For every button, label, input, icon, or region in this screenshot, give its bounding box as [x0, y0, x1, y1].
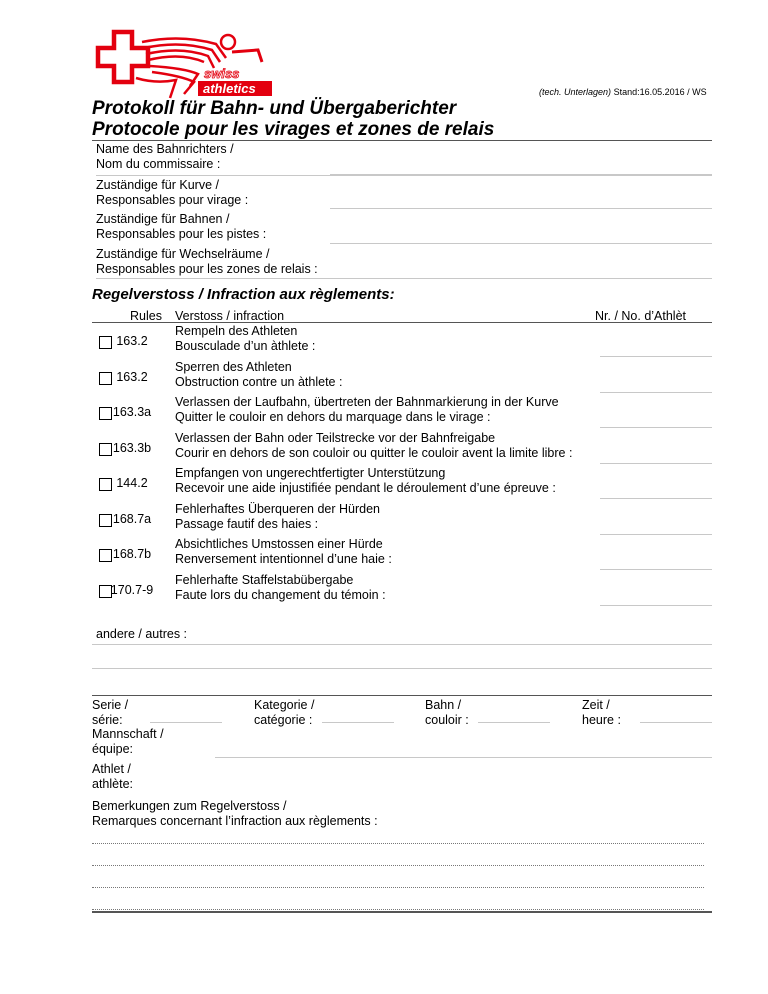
athlete-number-line[interactable] [600, 463, 712, 464]
rule-row [0, 324, 768, 359]
field-kurve-line[interactable] [330, 208, 712, 209]
rule-row [0, 431, 768, 466]
tech-note: (tech. Unterlagen) [539, 87, 612, 97]
rule-number: 163.3a [112, 405, 152, 419]
mannschaft-input[interactable] [215, 757, 712, 758]
rule-number: 170.7-9 [110, 583, 154, 597]
rule-number: 144.2 [116, 476, 148, 490]
rule-row [0, 466, 768, 501]
bahn-input[interactable] [478, 722, 550, 723]
page-title-de: Protokoll für Bahn- und Übergaberichter [92, 98, 457, 119]
athlete-number-line[interactable] [600, 534, 712, 535]
athlete-number-line[interactable] [600, 605, 712, 606]
logo-text-top: swiss [204, 66, 240, 81]
rule-number: 163.2 [116, 334, 148, 348]
page-title-fr: Protocole pour les virages et zones de relais [92, 119, 495, 140]
athlete-number-line[interactable] [600, 392, 712, 393]
field-bahnen-label: Zuständige für Bahnen / Responsables pour les pistes : [96, 212, 267, 241]
rule-row [0, 537, 768, 572]
field-bahnrichter-label: Name des Bahnrichters / Nom du commissaire : [96, 142, 234, 171]
rule-description: Sperren des Athleten Obstruction contre un àthlete : [175, 360, 343, 389]
kategorie-label: Kategorie / catégorie : [254, 698, 315, 727]
remarks-line-4[interactable] [92, 909, 704, 910]
mannschaft-label: Mannschaft / équipe: [92, 727, 164, 756]
rule-description: Verlassen der Laufbahn, übertreten der Bahnmarkierung in der Kurve Quitter le couloir en dehors du marquage dans le virage : [175, 395, 559, 424]
zeit-label: Zeit / heure : [582, 698, 621, 727]
rule-description: Empfangen von ungerechtfertigter Unterstützung Recevoir une aide injustifiée pendant le déroulement d’une épreuve : [175, 466, 556, 495]
column-verstoss: Verstoss / infraction [175, 309, 285, 323]
athlete-number-line[interactable] [600, 569, 712, 570]
rule-description: Verlassen der Bahn oder Teilstrecke vor der Bahnfreigabe Courir en dehors de son couloir ou quitter le couloir avent la limite libre : [175, 431, 573, 460]
other-line-1[interactable] [92, 644, 712, 645]
title-divider [92, 140, 712, 141]
remarks-line-3[interactable] [92, 887, 704, 888]
rule-number: 168.7b [112, 547, 152, 561]
rule-description: Fehlerhaftes Überqueren der Hürden Passage fautif des haies : [175, 502, 380, 531]
bahn-label: Bahn / couloir : [425, 698, 469, 727]
field-bahnen-line[interactable] [330, 243, 712, 244]
document-version [539, 87, 707, 97]
athlet-label: Athlet / athlète: [92, 762, 134, 791]
rule-row [0, 395, 768, 430]
other-label: andere / autres : [96, 627, 188, 641]
athlete-number-line[interactable] [600, 427, 712, 428]
column-rules: Rules [130, 309, 162, 323]
column-athlete-number: Nr. / No. d’Athlèt [595, 309, 687, 323]
rule-description: Fehlerhafte Staffelstabübergabe Faute lors du changement du témoin : [175, 573, 386, 602]
rule-number: 163.2 [116, 370, 148, 384]
other-line-2[interactable] [92, 668, 712, 669]
field-wechselraeume-line[interactable] [96, 278, 712, 279]
field-kurve-label: Zuständige für Kurve / Responsables pour virage : [96, 178, 249, 207]
field-wechselraeume-label: Zuständige für Wechselräume / Responsables pour les zones de relais : [96, 247, 318, 276]
athlete-number-line[interactable] [600, 498, 712, 499]
serie-input[interactable] [150, 722, 222, 723]
rule-row [0, 573, 768, 608]
bottom-divider [92, 911, 712, 913]
bemerkungen-label: Bemerkungen zum Regelverstoss / Remarques concernant l’infraction aux règlements : [92, 799, 378, 828]
athlete-number-line[interactable] [600, 356, 712, 357]
rule-description: Absichtliches Umstossen einer Hürde Renversement intentionnel d’une haie : [175, 537, 392, 566]
remarks-line-1[interactable] [92, 843, 704, 844]
rule-row [0, 502, 768, 537]
logo-text-bottom: athletics [203, 81, 256, 96]
remarks-line-2[interactable] [92, 865, 704, 866]
swiss-athletics-logo [86, 28, 286, 106]
version-date: Stand:16.05.2016 / WS [613, 87, 707, 97]
zeit-input[interactable] [640, 722, 712, 723]
section-title: Regelverstoss / Infraction aux règlements: [92, 286, 395, 303]
rule-number: 168.7a [112, 512, 152, 526]
rule-row [0, 360, 768, 395]
serie-label: Serie / série: [92, 698, 129, 727]
kategorie-input[interactable] [322, 722, 394, 723]
rule-number: 163.3b [112, 441, 152, 455]
rule-description: Rempeln des Athleten Bousculade d’un àthlete : [175, 324, 316, 353]
